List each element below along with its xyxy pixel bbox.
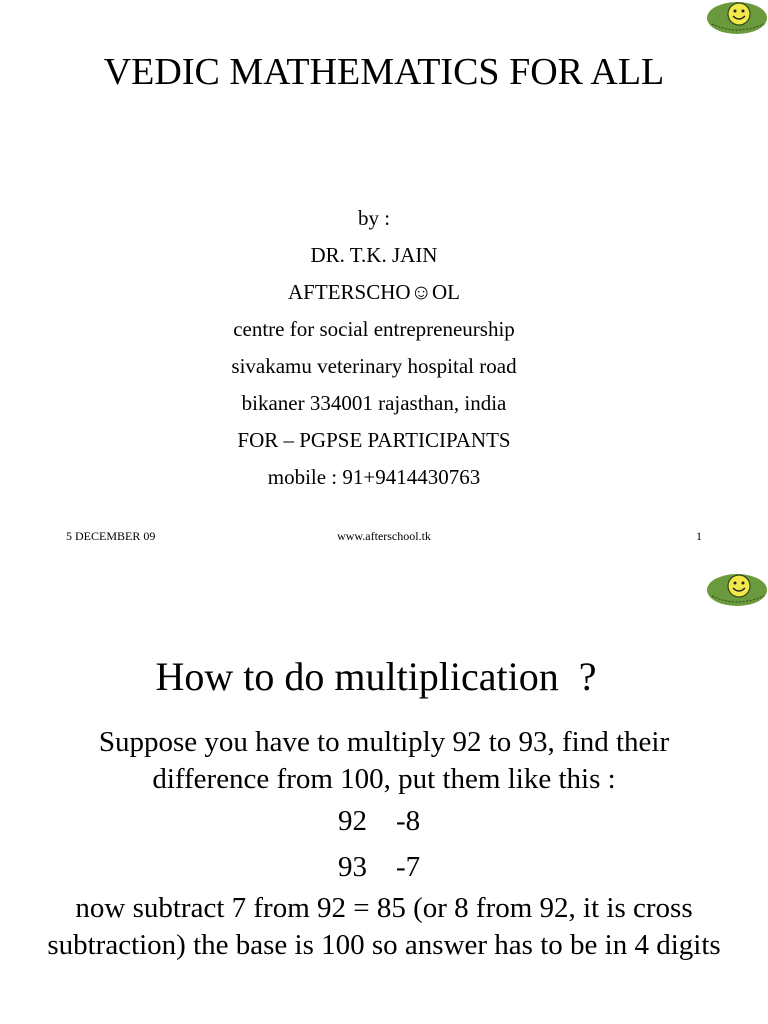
afterschool-logo-icon: [706, 572, 768, 608]
organization-name: AFTERSCHO☺OL: [288, 280, 460, 304]
mobile-number: mobile : 91+9414430763: [267, 465, 481, 489]
address-city: bikaner 334001 rajasthan, india: [241, 391, 507, 415]
slide-title: VEDIC MATHEMATICS FOR ALL: [103, 51, 665, 93]
author-name: DR. T.K. JAIN: [310, 243, 438, 267]
number-row: [40, 844, 728, 890]
difference-value: -8: [396, 805, 421, 837]
organization-tagline: centre for social entrepreneurship: [233, 317, 515, 341]
slide-2: [0, 568, 768, 1024]
audience-line: FOR – PGPSE PARTICIPANTS: [237, 428, 511, 452]
difference-value: -7: [396, 851, 421, 883]
number-row: [40, 798, 728, 844]
number-value: 93: [338, 851, 367, 883]
conclusion-text: now subtract 7 from 92 = 85 (or 8 from 92, it is cross subtraction) the base is 100 so answer has to be in 4 digits: [47, 892, 721, 961]
address-street: sivakamu veterinary hospital road: [231, 354, 517, 378]
footer-date: 5 DECEMBER 09: [66, 529, 156, 543]
author-block: [0, 200, 748, 496]
intro-text: Suppose you have to multiply 92 to 93, find their difference from 100, put them like this :: [98, 726, 670, 795]
number-value: 92: [338, 805, 367, 837]
slide-title: How to do multiplication ?: [155, 654, 597, 699]
afterschool-logo-icon: [706, 0, 768, 36]
footer-page-number: 1: [696, 529, 702, 543]
author-by: by :: [357, 206, 391, 230]
slide-body: [40, 724, 728, 964]
footer-website: www.afterschool.tk: [337, 529, 431, 543]
